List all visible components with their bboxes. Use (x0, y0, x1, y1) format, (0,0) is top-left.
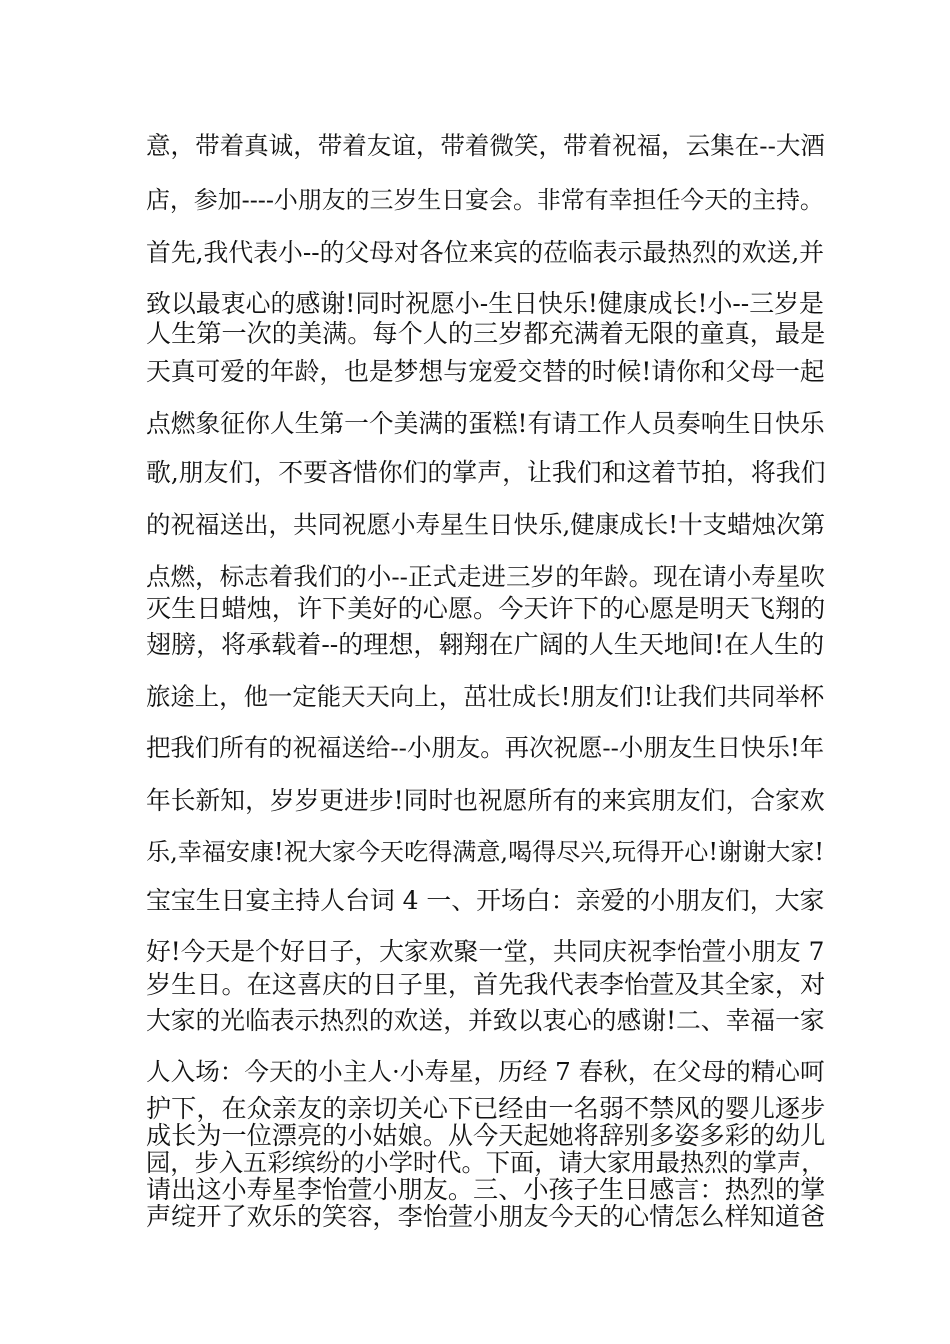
text-line: 人入场：今天的小主人·小寿星，历经 7 春秋，在父母的精心呵 (146, 1057, 825, 1086)
text-line: 好!今天是个好日子，大家欢聚一堂，共同庆祝李怡萱小朋友 7 (146, 937, 825, 966)
text-line: 致以最衷心的感谢!同时祝愿小-生日快乐!健康成长!小--三岁是 (146, 289, 824, 318)
text-line: 翅膀，将承载着--的理想，翱翔在广阔的人生天地间!在人生的 (146, 630, 825, 659)
text-line: 园，步入五彩缤纷的小学时代。下面，请大家用最热烈的掌声， (146, 1148, 826, 1177)
text-line: 年长新知，岁岁更进步!同时也祝愿所有的来宾朋友们，合家欢 (146, 786, 825, 815)
text-line: 店，参加----小朋友的三岁生日宴会。非常有幸担任今天的主持。 (146, 186, 824, 214)
text-line: 乐,幸福安康!祝大家今天吃得满意,喝得尽兴,玩得开心!谢谢大家! (146, 838, 825, 866)
text-line: 宝宝生日宴主持人台词 4 一、开场白：亲爱的小朋友们，大家 (146, 886, 825, 915)
text-line: 人生第一次的美满。每个人的三岁都充满着无限的童真，最是 (146, 319, 826, 348)
text-line: 请出这小寿星李怡萱小朋友。三、小孩子生日感言：热烈的掌 (146, 1175, 826, 1204)
text-line: 把我们所有的祝福送给--小朋友。再次祝愿--小朋友生日快乐!年 (146, 733, 825, 762)
text-line: 的祝福送出，共同祝愿小寿星生日快乐,健康成长!十支蜡烛次第 (146, 510, 826, 539)
text-line: 成长为一位漂亮的小姑娘。从今天起她将辞别多姿多彩的幼儿 (146, 1121, 826, 1150)
text-line: 旅途上，他一定能天天向上，茁壮成长!朋友们!让我们共同举杯 (146, 682, 825, 711)
text-line: 大家的光临表示热烈的欢送，并致以衷心的感谢!二、幸福一家 (146, 1006, 825, 1035)
text-line: 灭生日蜡烛，许下美好的心愿。今天许下的心愿是明天飞翔的 (146, 594, 826, 623)
text-line: 歌,朋友们，不要吝惜你们的掌声，让我们和这着节拍，将我们 (146, 458, 826, 487)
text-line: 岁生日。在这喜庆的日子里，首先我代表李怡萱及其全家，对 (146, 970, 826, 999)
text-line: 护下，在众亲友的亲切关心下已经由一名弱不禁风的婴儿逐步 (146, 1094, 826, 1123)
text-line: 声绽开了欢乐的笑容，李怡萱小朋友今天的心情怎么样知道爸 (146, 1202, 826, 1231)
text-line: 点燃，标志着我们的小--正式走进三岁的年龄。现在请小寿星吹 (146, 562, 825, 591)
text-line: 意，带着真诚，带着友谊，带着微笑，带着祝福，云集在--大酒 (146, 131, 825, 160)
text-line: 点燃象征你人生第一个美满的蛋糕!有请工作人员奏响生日快乐 (146, 409, 825, 438)
text-line: 天真可爱的年龄，也是梦想与宠爱交替的时候!请你和父母一起 (146, 357, 825, 386)
text-line: 首先,我代表小--的父母对各位来宾的莅临表示最热烈的欢送,并 (146, 238, 825, 267)
